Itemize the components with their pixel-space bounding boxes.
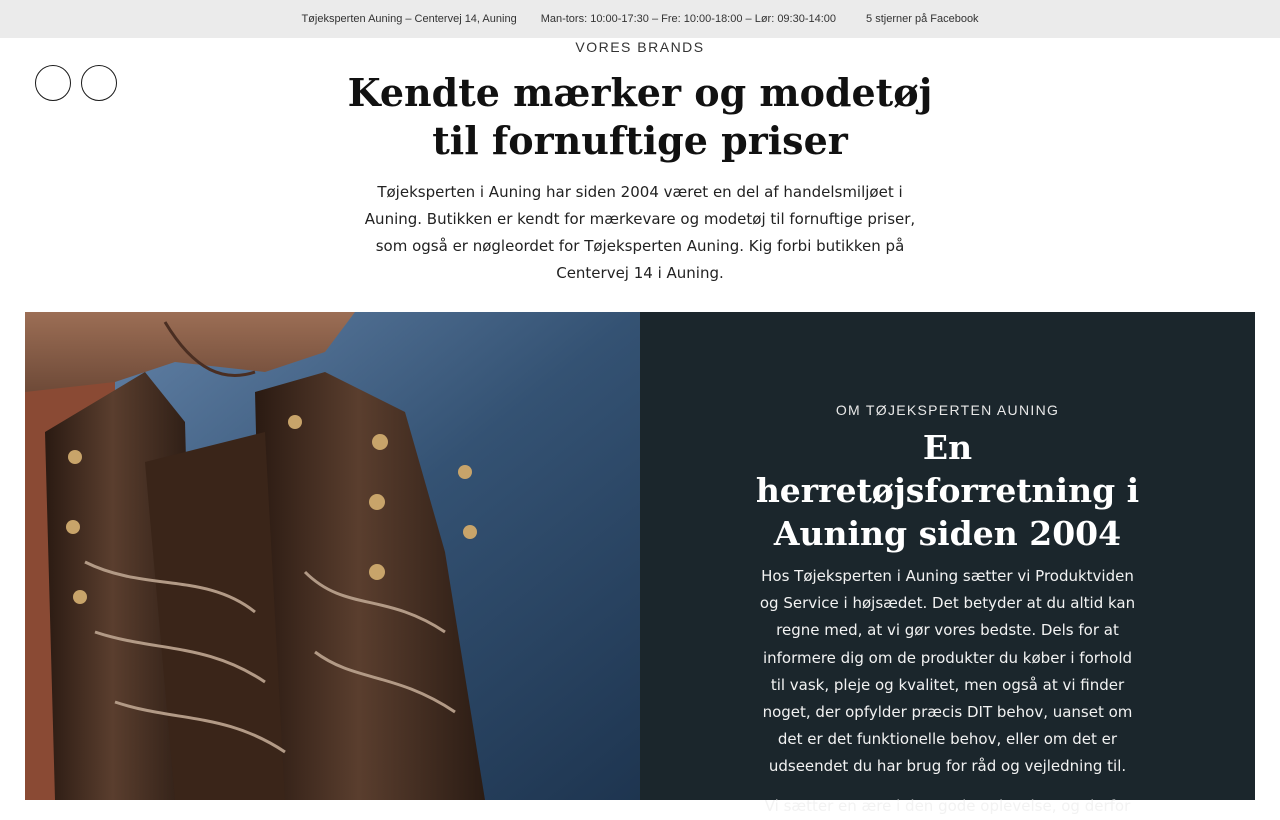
section-eyebrow: VORES BRANDS xyxy=(575,39,705,55)
opening-hours: Man-tors: 10:00-17:30 – Fre: 10:00-18:00 – Lør: 09:30-14:00 xyxy=(540,13,837,25)
top-info-bar xyxy=(0,0,1280,38)
facebook-rating-link[interactable]: 5 stjerner på Facebook xyxy=(866,13,979,25)
about-paragraph-2: Vi sætter en ære i den gode oplevelse, og derfor xyxy=(764,796,1131,815)
boots-photo xyxy=(25,312,640,800)
brands-intro xyxy=(0,38,1280,287)
boots-illustration xyxy=(25,312,640,800)
about-panel xyxy=(640,312,1255,815)
about-paragraph: Hos Tøjeksperten i Auning sætter vi Produktviden og Service i højsædet. Det betyder at du altid kan regne med, at vi gør vores bedste. Dels for at informere dig om de produkter du køber i forhold til vask, pleje og kvalitet, men også at vi finder noget, der opfylder præcis DIT behov, uanset om det er det funktionelle behov, eller om det er udseendet du har brug for råd og vejledning til. xyxy=(759,567,1136,776)
intro-paragraph: Tøjeksperten i Auning har siden 2004 været en del af handelsmiljøet i Auning. Butikken er kendt for mærkevare og modetøj til fornuftige priser, som også er nøgleordet for Tøjeksperten Auning. Kig forbi butikken på Centervej 14 i Auning. xyxy=(364,183,916,282)
store-address: Tøjeksperten Auning – Centervej 14, Auning xyxy=(301,13,517,25)
about-kicker: OM TØJEKSPERTEN AUNING xyxy=(835,402,1060,418)
page-title: Kendte mærker og modetøj til fornuftige priser xyxy=(347,70,933,163)
about-title: En herretøjsforretning i Auning siden 2004 xyxy=(755,428,1140,553)
